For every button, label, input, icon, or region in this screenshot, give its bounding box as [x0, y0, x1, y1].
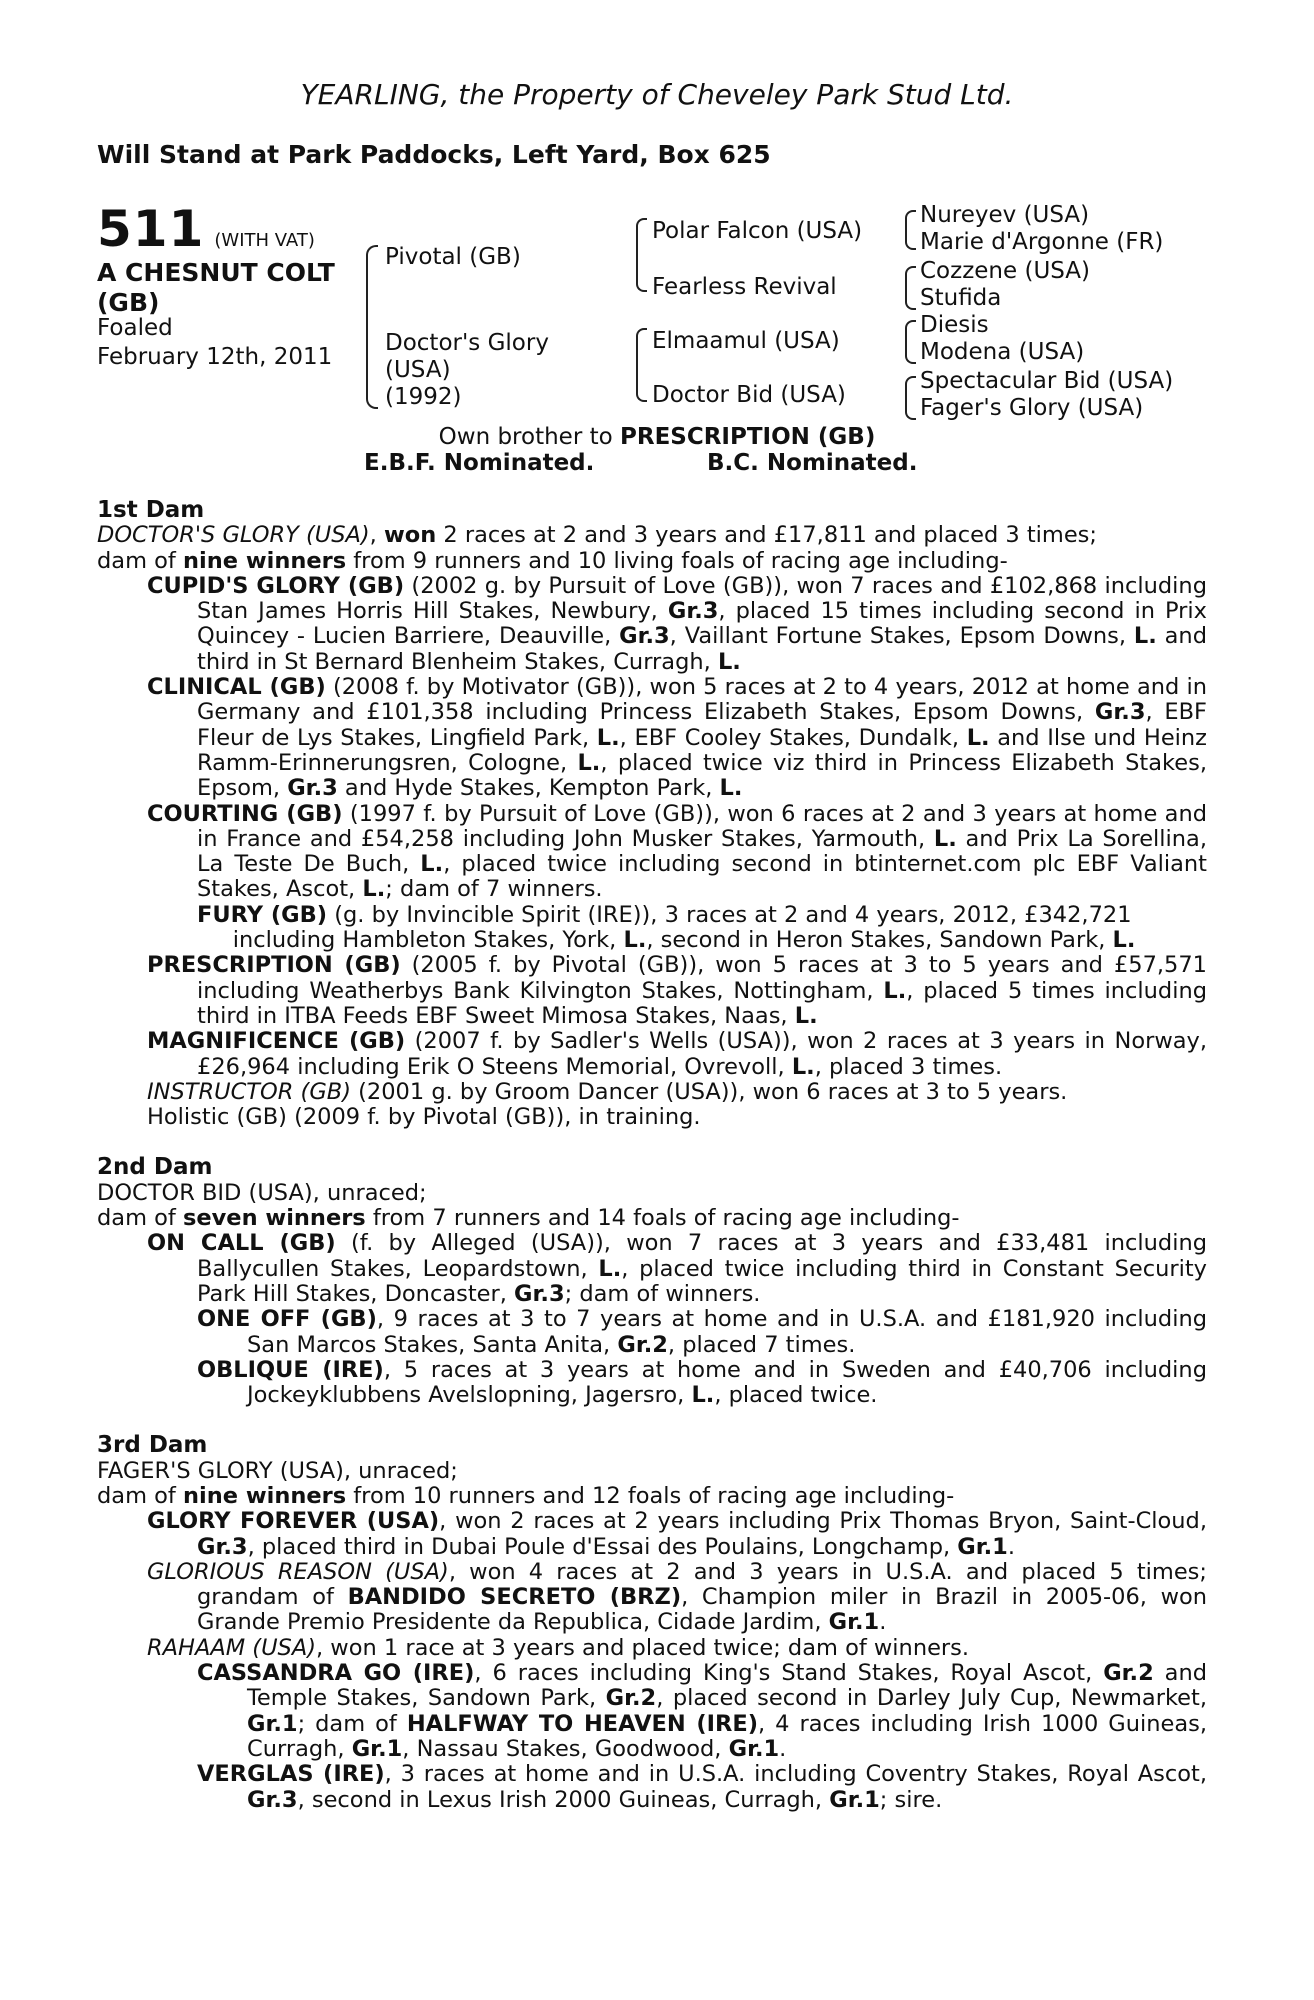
dam1-produce-courting: COURTING (GB) (1997 f. by Pursuit of Love (GB)), won 6 races at 2 and 3 years at home and in France and £54,258 including John Musker Stakes, Yarmouth, L. and Prix La Sorellina, La Teste De Buch, L., placed twice including second in btinternet.com plc EBF Valiant Stakes, Ascot, L.; dam of 7 winners.: [147, 800, 1208, 903]
dam3-heading: 3rd Dam: [97, 1432, 208, 1459]
ped-ddd: Fager's Glory (USA): [920, 395, 1144, 421]
dam3-produce-rahaam: RAHAAM (USA), won 1 race at 3 years and placed twice; dam of winners.: [147, 1634, 970, 1661]
pedigree-brace-ss: [905, 210, 916, 250]
lot-number: 511: [97, 200, 205, 258]
pedigree-brace-dam: [636, 328, 647, 402]
dam3-grandproduce-cassandra: CASSANDRA GO (IRE), 6 races including King's Stand Stakes, Royal Ascot, Gr.2 and Temple Stakes, Sandown Park, Gr.2, placed second in Darley July Cup, Newmarket, Gr.1; dam of HALFWAY TO HEAVEN (IRE), 4 races including Irish 1000 Guineas, Curragh, Gr.1, Nassau Stakes, Goodwood, Gr.1.: [197, 1660, 1208, 1762]
ped-ssd: Marie d'Argonne (FR): [920, 229, 1164, 255]
pedigree-brace-sire: [636, 218, 647, 292]
bc-note: B.C. Nominated.: [707, 450, 918, 476]
dam2-grandproduce-oblique: OBLIQUE (IRE), 5 races at 3 years at home and in Sweden and £40,706 including Jockeyklubbens Avelslopning, Jagersro, L., placed twice.: [197, 1356, 1207, 1409]
ped-dds: Spectacular Bid (USA): [920, 368, 1174, 394]
ped-dam-line3: (1992): [385, 384, 462, 410]
dam2-heading: 2nd Dam: [97, 1154, 213, 1181]
dam1-produce-prescription: PRESCRIPTION (GB) (2005 f. by Pivotal (GB)), won 5 races at 3 to 5 years and £57,571 including Weatherbys Bank Kilvington Stakes, Nottingham, L., placed 5 times including third in ITBA Feeds EBF Sweet Mimosa Stakes, Naas, L.: [147, 952, 1207, 1029]
pedigree-brace-sd: [905, 266, 916, 310]
dam2-produce-oncall: ON CALL (GB) (f. by Alleged (USA)), won 7 races at 3 years and £33,481 including Ballycullen Stakes, Leopardstown, L., placed twice including third in Constant Security Park Hill Stakes, Doncaster, Gr.3; dam of winners.: [147, 1230, 1207, 1307]
dam1-produce-clinical: CLINICAL (GB) (2008 f. by Motivator (GB)), won 5 races at 2 to 4 years, 2012 at home and in Germany and £101,358 including Princess Elizabeth Stakes, Epsom Downs, Gr.3, EBF Fleur de Lys Stakes, Lingfield Park, L., EBF Cooley Stakes, Dundalk, L. and Ilse und Heinz Ramm-Erinnerungsren, Cologne, L., placed twice viz third in Princess Elizabeth Stakes, Epsom, Gr.3 and Hyde Stakes, Kempton Park, L.: [147, 674, 1207, 802]
ped-dam-dam: Doctor Bid (USA): [652, 382, 846, 408]
dam1-produce-holistic: Holistic (GB) (2009 f. by Pivotal (GB)), in training.: [147, 1104, 701, 1131]
dam2-text: DOCTOR BID (USA), unraced; dam of seven winners from 7 runners and 14 foals of racing age including-: [97, 1179, 960, 1232]
foaled-date: February 12th, 2011: [97, 344, 333, 370]
ped-dss: Diesis: [920, 312, 989, 338]
dam3-text: FAGER'S GLORY (USA), unraced; dam of nine winners from 10 runners and 12 foals of racing age including-: [97, 1457, 955, 1509]
lot-block: [97, 200, 315, 258]
horse-name: A CHESNUT COLT (GB): [97, 258, 335, 317]
foaled-info: [97, 314, 357, 372]
page-title: YEARLING, the Property of Cheveley Park Stud Ltd.: [300, 78, 1014, 111]
ebf-note: E.B.F. Nominated.: [364, 450, 595, 476]
dam3-grandproduce-verglas: VERGLAS (IRE), 3 races at home and in U.S.A. including Coventry Stakes, Royal Ascot, Gr.3, second in Lexus Irish 2000 Guineas, Curragh, Gr.1; sire.: [197, 1761, 1207, 1813]
ped-dsd: Modena (USA): [920, 339, 1085, 365]
dam1-heading: 1st Dam: [97, 497, 205, 523]
pedigree-brace-main: [366, 245, 378, 409]
ped-sss: Nureyev (USA): [920, 202, 1090, 228]
stand-location: Will Stand at Park Paddocks, Left Yard, Box 625: [97, 140, 771, 169]
own-brother-prefix: Own brother to: [438, 424, 620, 450]
foaled-label: Foaled: [97, 315, 173, 341]
ped-sdd: Stufida: [920, 285, 1002, 311]
dam1-produce-magnificence: MAGNIFICENCE (GB) (2007 f. by Sadler's Wells (USA)), won 2 races at 3 years in Norway, £26,964 including Erik O Steens Memorial, Ovrevoll, L., placed 3 times.: [147, 1028, 1208, 1080]
dam1-produce-cupid: CUPID'S GLORY (GB) (2002 g. by Pursuit of Love (GB)), won 7 races and £102,868 including Stan James Horris Hill Stakes, Newbury, Gr.3, placed 15 times including second in Prix Quincey - Lucien Barriere, Deauville, Gr.3, Vaillant Fortune Stakes, Epsom Downs, L. and third in St Bernard Blenheim Stakes, Curragh, L.: [147, 572, 1207, 675]
ped-sds: Cozzene (USA): [920, 258, 1091, 284]
ped-sire: Pivotal (GB): [385, 244, 521, 270]
ped-sire-sire: Polar Falcon (USA): [652, 218, 863, 244]
ped-dam-line1: Doctor's Glory: [385, 330, 549, 356]
dam3-produce-gloryforever: GLORY FOREVER (USA), won 2 races at 2 years including Prix Thomas Bryon, Saint-Cloud, Gr.3, placed third in Dubai Poule d'Essai des Poulains, Longchamp, Gr.1.: [147, 1508, 1207, 1560]
dam1-produce-instructor: INSTRUCTOR (GB) (2001 g. by Groom Dancer (USA)), won 6 races at 3 to 5 years.: [147, 1078, 1068, 1105]
pedigree-brace-ds: [905, 320, 916, 364]
own-brother-note: [0, 424, 1314, 450]
dam2-grandproduce-oneoff: ONE OFF (GB), 9 races at 3 to 7 years at home and in U.S.A. and £181,920 including San Marcos Stakes, Santa Anita, Gr.2, placed 7 times.: [197, 1306, 1207, 1358]
ped-dam-line2: (USA): [385, 357, 451, 383]
dam1-text: DOCTOR'S GLORY (USA), won 2 races at 2 and 3 years and £17,811 and placed 3 times; dam of nine winners from 9 runners and 10 living foals of racing age including-: [97, 522, 1097, 574]
vat-note: (WITH VAT): [214, 230, 315, 251]
ped-dam-sire: Elmaamul (USA): [652, 328, 840, 354]
dam1-grandproduce-fury: FURY (GB) (g. by Invincible Spirit (IRE)), 3 races at 2 and 4 years, 2012, £342,721 including Hambleton Stakes, York, L., second in Heron Stakes, Sandown Park, L.: [197, 901, 1136, 954]
own-brother-name: PRESCRIPTION (GB): [620, 424, 876, 450]
pedigree-brace-dd: [905, 376, 916, 420]
dam3-produce-gloriousreason: GLORIOUS REASON (USA), won 4 races at 2 and 3 years in U.S.A. and placed 5 times; grandam of BANDIDO SECRETO (BRZ), Champion miler in Brazil in 2005-06, won Grande Premio Presidente da Republica, Cidade Jardim, Gr.1.: [147, 1558, 1208, 1636]
ped-sire-dam: Fearless Revival: [652, 274, 837, 300]
main-text: [97, 498, 1207, 1813]
